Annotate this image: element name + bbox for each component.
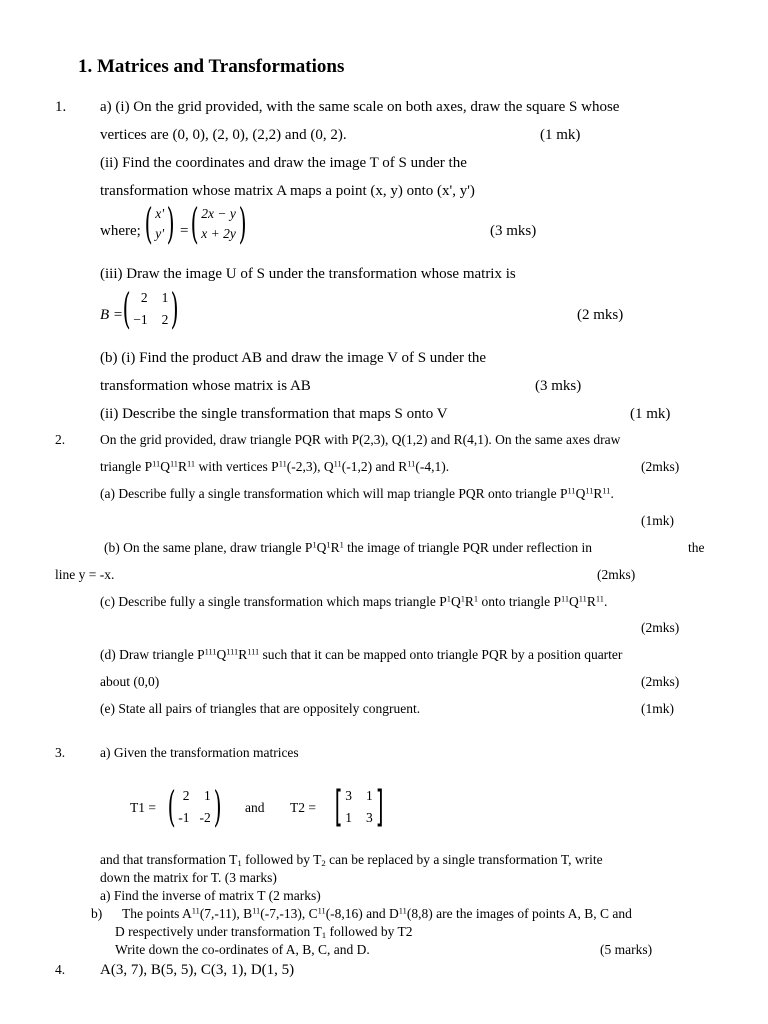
T2-21: 1: [345, 810, 353, 825]
B-22: 2: [161, 312, 169, 327]
q2-part-a: (a) Describe fully a single transformation which will map triangle PQR onto triangle $P^{11}Q^{11}R^{11}$.: [100, 486, 614, 501]
vec-right-bottom: x + 2y: [201, 226, 236, 241]
q1-a-ii-line2: transformation whose matrix A maps a point (x, y) onto (x', y'): [100, 183, 475, 199]
q2-marks-c: (2mks): [641, 620, 680, 635]
q1-b-i-line2: transformation whose matrix is AB: [100, 378, 311, 394]
title-text: Matrices and Transformations: [97, 56, 345, 77]
q2-marks-a: (1mk): [641, 513, 674, 528]
q3-sub-b-line1: The points $A^{11}(7,-11)$, $B^{11}(-7,-13)$, $C^{11}(-8,16)$ and $D^{11}(8,8)$ are the images of points A, B, C and: [122, 906, 632, 921]
q2-part-d-line2: about (0,0): [100, 674, 160, 689]
T1-22: -2: [199, 810, 211, 825]
q1-a-ii-line1: (ii) Find the coordinates and draw the image T of S under the: [100, 155, 467, 171]
q4-text: A(3, 7), B(5, 5), C(3, 1), D(1, 5): [100, 962, 295, 978]
q2-line1: On the grid provided, draw triangle PQR with P(2,3), Q(1,2) and R(4,1). On the same axes draw: [100, 432, 621, 447]
q1-a-i-marks: (1 mk): [540, 127, 581, 143]
q3-b-line2: down the matrix for T. (3 marks): [100, 870, 277, 885]
q3-matrix-T2: [ 3 1 1 3 ]: [334, 782, 384, 832]
T1-11: 2: [182, 788, 190, 803]
q3-number: 3.: [55, 745, 66, 760]
q1-where-label: where;: [100, 223, 141, 239]
q1-b-i-line1: (b) (i) Find the product AB and draw the image V of S under the: [100, 350, 487, 366]
q3-sub-b-letter: b): [91, 906, 103, 921]
q1-matrix-B: ( 2 1 −1 2 ): [122, 284, 180, 334]
q2-part-b-tail: the: [688, 540, 705, 555]
q3-sub-a: a) Find the inverse of matrix T (2 marks): [100, 888, 321, 903]
q1-b-i-marks: (3 mks): [535, 378, 582, 394]
T1-12: 1: [204, 788, 211, 803]
q1-a-ii-marks: (3 mks): [490, 223, 537, 239]
q2-part-b-line1: (b) On the same plane, draw triangle $P^1Q^1R^1$ the image of triangle PQR under reflection in: [104, 540, 592, 555]
q1-b-ii-marks: (1 mk): [630, 406, 671, 422]
q2-part-e: (e) State all pairs of triangles that are oppositely congruent.: [100, 701, 421, 716]
title-number: 1.: [78, 56, 93, 77]
q2-marks-line2: (2mks): [641, 459, 680, 474]
q2-marks-e: (1mk): [641, 701, 674, 716]
T2-12: 1: [366, 788, 373, 803]
q2-number: 2.: [55, 432, 66, 447]
q3-sub-b-line2: D respectively under transformation $T_1$ followed by T2: [115, 924, 413, 941]
T2-11: 3: [345, 788, 353, 803]
vec-left-y: y': [155, 226, 165, 241]
q1-vector-right: ( 2x − y x + 2y ): [190, 199, 247, 249]
q2-line2: triangle $P^{11}Q^{11}R^{11}$ with vertices $P^{11}(-2,3)$, $Q^{11}(-1,2)$ and $R^{11}(-4,1)$.: [100, 459, 450, 474]
q2-part-d-line1: (d) Draw triangle $P^{111}Q^{111}R^{111}$ such that it can be mapped onto triangle PQR by a position quarter: [100, 647, 623, 662]
q1-B-label: B =: [100, 307, 124, 323]
q3-T1-label: T1 =: [130, 800, 156, 815]
q2-marks-b: (2mks): [597, 567, 636, 582]
q2-part-c: (c) Describe fully a single transformation which maps triangle $P^1Q^1R^1$ onto triangle $P^{11}Q^{11}R^{11}$.: [100, 594, 608, 609]
page-title: [78, 56, 344, 78]
q1-vector-left: ( x' y' ): [144, 199, 175, 249]
q1-a-iii-marks: (2 mks): [577, 307, 624, 323]
q3-and: and: [245, 800, 265, 815]
B-12: 1: [161, 290, 169, 305]
vec-left-x: x': [155, 206, 165, 221]
q3-T2-label: T2 =: [290, 800, 316, 815]
q1-equals: =: [180, 223, 189, 239]
q3-a-line: a) Given the transformation matrices: [100, 745, 299, 760]
q1-b-ii-line: (ii) Describe the single transformation that maps S onto V: [100, 406, 448, 422]
q4-number: 4.: [55, 962, 66, 977]
q2-part-b-line2: line y = -x.: [55, 567, 115, 582]
q3-matrix-T1: ( 2 1 -1 -2 ): [167, 782, 222, 832]
T2-22: 3: [366, 810, 373, 825]
vec-right-top: 2x − y: [201, 206, 236, 221]
q3-sub-b-line3: Write down the co-ordinates of A, B, C, and D.: [115, 942, 370, 957]
B-11: 2: [140, 290, 148, 305]
q1-number: 1.: [55, 99, 67, 115]
q3-b-line1: and that transformation $T_1$ followed by $T_2$ can be replaced by a single transformation T, write: [100, 852, 603, 869]
q1-a-i-line1: a) (i) On the grid provided, with the same scale on both axes, draw the square S whose: [100, 99, 620, 115]
q2-marks-d: (2mks): [641, 674, 680, 689]
q1-a-i-line2: vertices are (0, 0), (2, 0), (2,2) and (0, 2).: [100, 127, 347, 143]
q3-sub-b-marks: (5 marks): [600, 942, 653, 957]
q1-a-iii-line: (iii) Draw the image U of S under the transformation whose matrix is: [100, 266, 516, 282]
T1-21: -1: [178, 810, 190, 825]
B-21: −1: [133, 312, 148, 327]
